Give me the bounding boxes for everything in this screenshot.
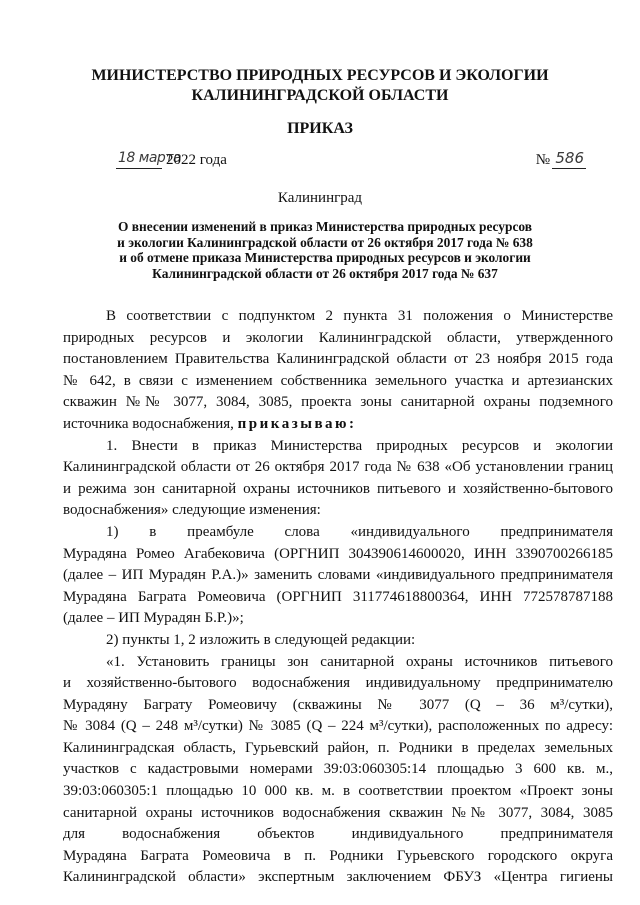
body-line: водоснабжения» следующие изменения: [63, 502, 321, 519]
body-line: постановлением Правительства Калининградской области от 23 ноября 2015 года [63, 351, 613, 368]
body-line-text: источника водоснабжения, [63, 415, 238, 432]
body-line: 1) в преамбуле слова «индивидуального предпринимателя [106, 523, 613, 540]
body-line: № 642, в связи с изменением собственника земельного участка и артезианских [63, 372, 613, 389]
body-line: 2) пункты 1, 2 изложить в следующей редакции: [106, 631, 416, 648]
body-line: «1. Установить границы зон санитарной охраны источников питьевого [106, 653, 613, 670]
ministry-name-line2: КАЛИНИНГРАДСКОЙ ОБЛАСТИ [191, 87, 449, 104]
order-subject [100, 219, 550, 281]
body-line: Мурадяна Баграта Ромеовича в п. Родники Гурьевского городского округа [63, 847, 613, 864]
body-line: Калининградской области» экспертным заключением ФБУЗ «Центра гигиены [63, 869, 613, 886]
body-line: природных ресурсов и экологии Калининградской области, утвержденного [63, 329, 613, 346]
body-line: для водоснабжения объектов индивидуального предпринимателя [63, 826, 613, 843]
body-line: Мурадяна Баграта Ромеовича (ОРГНИП 311774618800364, ИНН 772578787188 [63, 588, 613, 605]
body-line: (далее – ИП Мурадян Р.А.)» заменить словами «индивидуального предпринимателя [63, 567, 613, 584]
date-underline [116, 168, 162, 169]
ministry-header [0, 66, 640, 106]
subject-line: и об отмене приказа Министерства природных ресурсов и экологии [119, 250, 531, 265]
order-year: 2022 года [166, 152, 227, 168]
body-line [63, 414, 613, 436]
city-name: Калининград [277, 190, 363, 206]
number-label: № [535, 152, 550, 168]
subject-line: Калининградской области от 26 октября 2017 года № 637 [152, 265, 498, 281]
subject-line: О внесении изменений в приказ Министерства природных ресурсов [118, 219, 532, 234]
body-line: и режима зон санитарной охраны источников питьевого и хозяйственно-бытового [63, 480, 613, 497]
body-line: Калининградская область, Гурьевский район, п. Родники в пределах земельных [63, 739, 613, 756]
handwritten-date: 18 марта [118, 150, 182, 166]
body-line: (далее – ИП Мурадян Б.Р.)»; [63, 610, 244, 627]
body-line: скважин №№ 3077, 3084, 3085, проекта зоны санитарной охраны подземного [63, 394, 613, 411]
body-line: 39:03:060305:1 площадью 10 000 кв. м. в соответствии проектом «Проект зоны [63, 783, 613, 800]
number-underline [552, 168, 586, 169]
handwritten-order-number: 586 [555, 149, 584, 167]
body-line: санитарной охраны источников водоснабжения скважин №№ 3077, 3084, 3085 [63, 804, 613, 821]
date-number-row [96, 149, 594, 174]
body-line: Мурадяна Ромео Агабековича (ОРГНИП 304390614600020, ИНН 3390700266185 [63, 545, 613, 562]
order-directive: приказываю: [237, 415, 357, 432]
ministry-name-line1: МИНИСТЕРСТВО ПРИРОДНЫХ РЕСУРСОВ И ЭКОЛОГИИ [91, 67, 549, 84]
order-body [63, 306, 613, 889]
body-line: участков с кадастровыми номерами 39:03:060305:14 площадью 3 600 кв. м., [63, 761, 613, 778]
body-line: Калининградской области от 26 октября 2017 года № 638 «Об установлении границ [63, 459, 613, 476]
body-line: 1. Внести в приказ Министерства природных ресурсов и экологии [106, 437, 613, 454]
subject-line: и экологии Калининградской области от 26 октября 2017 года № 638 [117, 234, 533, 250]
document-type-title: ПРИКАЗ [287, 120, 353, 137]
body-line: Мурадяну Баграту Ромеовичу (скважины № 3077 (Q – 36 м³/сутки), [63, 696, 613, 713]
body-line: № 3084 (Q – 248 м³/сутки) № 3085 (Q – 224 м³/сутки), расположенных по адресу: [63, 718, 613, 735]
body-line: и хозяйственно-бытового водоснабжения индивидуальному предпринимателю [63, 675, 613, 692]
body-line: В соответствии с подпунктом 2 пункта 31 положения о Министерстве [106, 308, 613, 324]
